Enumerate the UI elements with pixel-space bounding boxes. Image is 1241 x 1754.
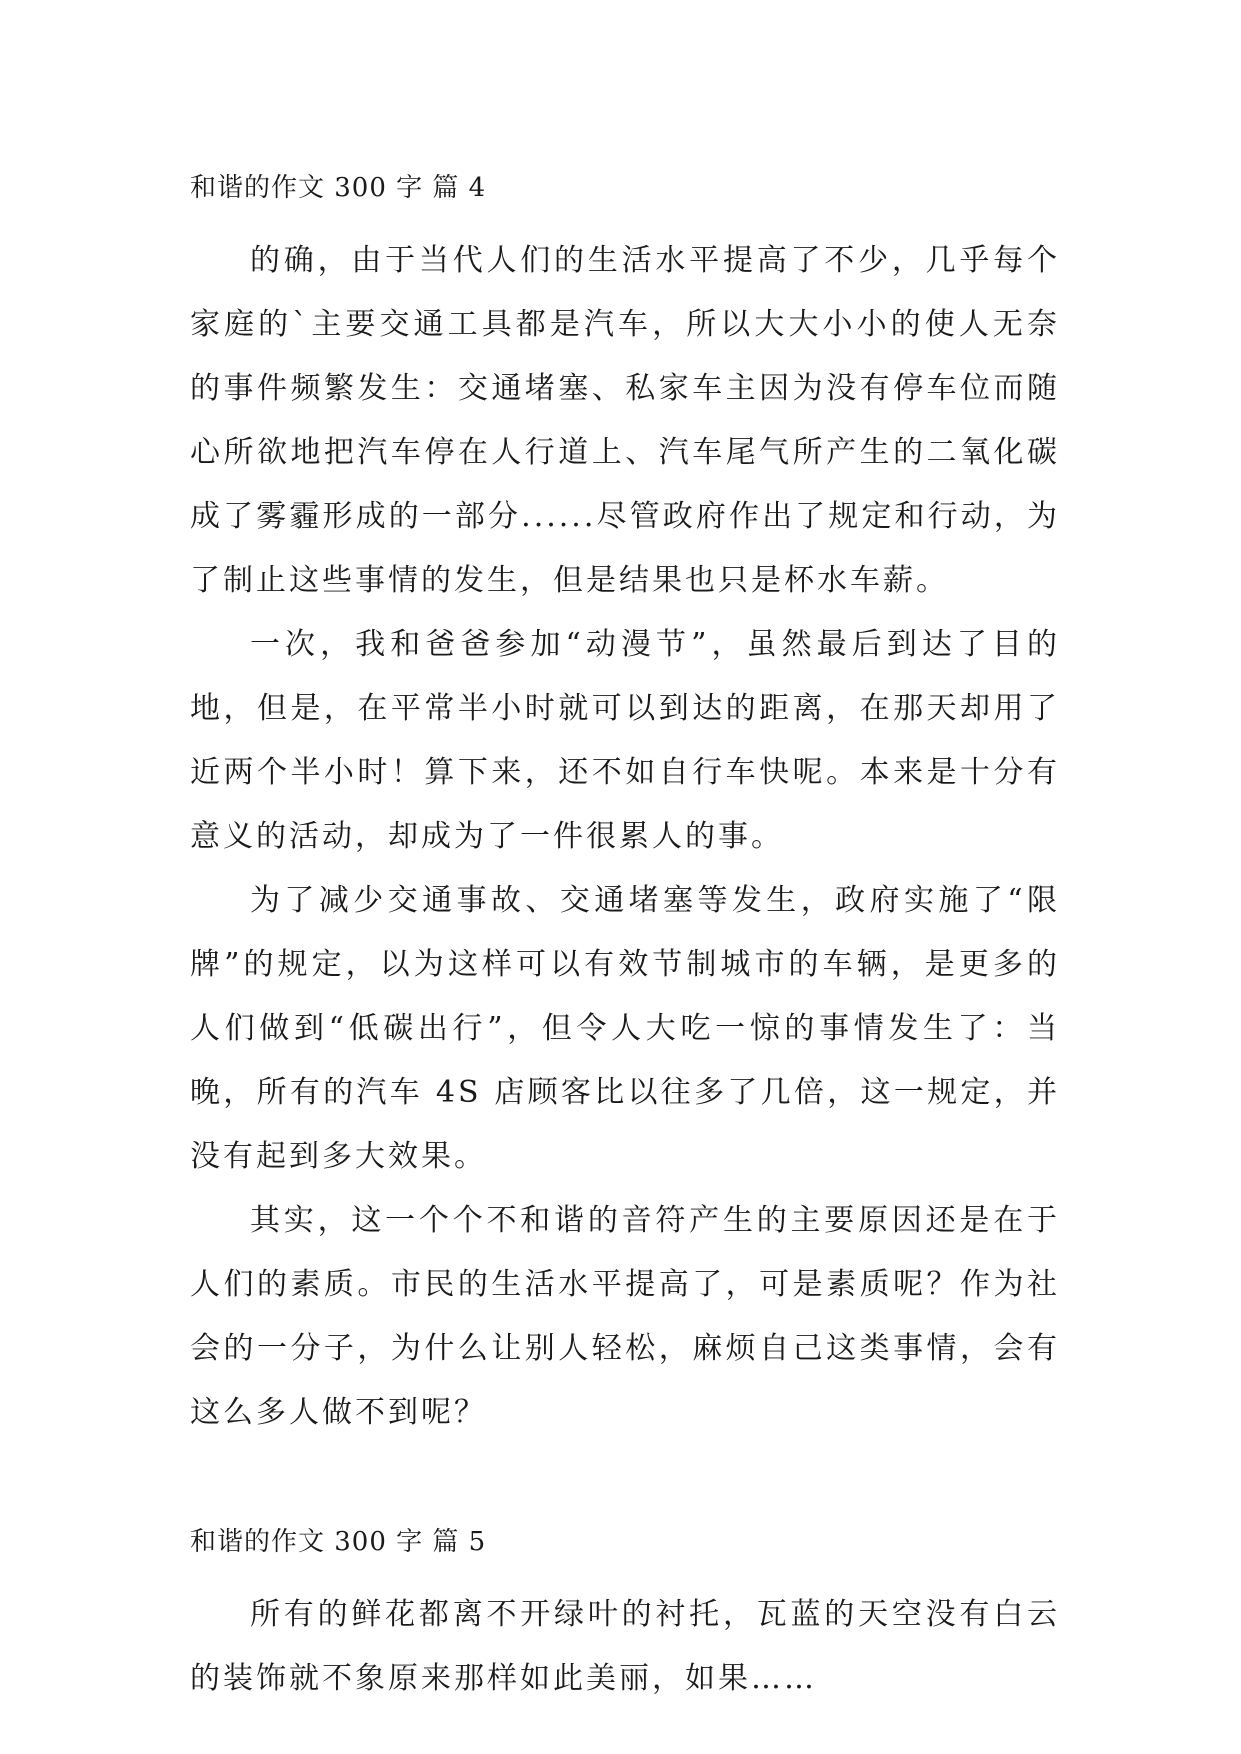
document-body — [190, 163, 1060, 1711]
paragraph: 为了减少交通事故、交通堵塞等发生，政府实施了“限牌”的规定，以为这样可以有效节制城市的车辆，是更多的人们做到“低碳出行”，但令人大吃一惊的事情发生了：当晚，所有的汽车 4S 店顾客比以往多了几倍，这一规定，并没有起到多大效果。 — [190, 883, 1060, 1174]
paragraph: 所有的鲜花都离不开绿叶的衬托，瓦蓝的天空没有白云的装饰就不象原来那样如此美丽，如果…… — [190, 1597, 1060, 1696]
section-heading: 和谐的作文 300 字 篇 5 — [190, 1527, 487, 1557]
essay-section-4 — [190, 163, 1060, 1445]
paragraph: 其实，这一个个不和谐的音符产生的主要原因还是在于人们的素质。市民的生活水平提高了，可是素质呢？作为社会的一分子，为什么让别人轻松，麻烦自己这类事情，会有这么多人做不到呢？ — [190, 1203, 1060, 1430]
paragraph: 的确，由于当代人们的生活水平提高了不少，几乎每个家庭的`主要交通工具都是汽车，所以大大小小的使人无奈的事件频繁发生：交通堵塞、私家车主因为没有停车位而随心所欲地把汽车停在人行道上、汽车尾气所产生的二氧化碳成了雾霾形成的一部分......尽管政府作出了规定和行动，为了制止这些事情的发生，但是结果也只是杯水车薪。 — [190, 243, 1060, 598]
essay-section-5 — [190, 1517, 1060, 1711]
paragraph: 一次，我和爸爸参加“动漫节”，虽然最后到达了目的地，但是，在平常半小时就可以到达的距离，在那天却用了近两个半小时！算下来，还不如自行车快呢。本来是十分有意义的活动，却成为了一件很累人的事。 — [190, 627, 1060, 854]
section-heading: 和谐的作文 300 字 篇 4 — [190, 173, 487, 203]
